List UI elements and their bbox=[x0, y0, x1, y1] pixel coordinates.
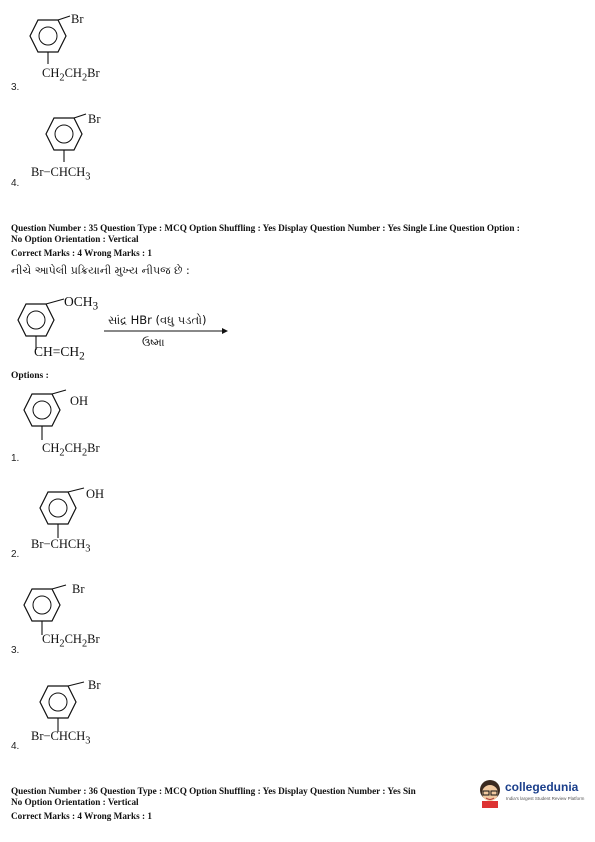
question-header: Question Number : 36 Question Type : MCQ Option Shuffling : Yes Display Question Number : Yes Sin bbox=[11, 786, 416, 796]
side-chain-label: $Br-CHCH_3$ bbox=[31, 729, 91, 747]
reactant-substituent: $OCH_3$ bbox=[64, 294, 99, 313]
substituent-label: Br bbox=[72, 582, 85, 596]
option-number: 1. bbox=[11, 453, 20, 464]
option-number: 3. bbox=[11, 82, 20, 93]
brand-name: collegedunia bbox=[505, 780, 579, 794]
option-number: 3. bbox=[11, 645, 20, 656]
reactant-side-chain: $CH=CH_2$ bbox=[34, 344, 85, 363]
option-number: 2. bbox=[11, 549, 20, 560]
substituent-label: OH bbox=[86, 487, 105, 501]
reaction-arrow-icon bbox=[104, 326, 228, 336]
collegedunia-logo bbox=[476, 776, 586, 810]
question-header: Question Number : 35 Question Type : MCQ Option Shuffling : Yes Display Question Number : Yes Single Line Question Option : bbox=[11, 223, 520, 233]
side-chain-label: $CH_2CH_2Br$ bbox=[42, 632, 100, 650]
benzene-ring-icon bbox=[38, 112, 94, 164]
side-chain-label: $Br-CHCH_3$ bbox=[31, 165, 91, 183]
side-chain-label: $Br-CHCH_3$ bbox=[31, 537, 91, 555]
mascot-icon bbox=[476, 778, 504, 808]
option-number: 4. bbox=[11, 178, 20, 189]
options-label: Options : bbox=[11, 371, 49, 381]
side-chain-label: $CH_2CH_2Br$ bbox=[42, 441, 100, 459]
question-marks: Correct Marks : 4 Wrong Marks : 1 bbox=[11, 248, 152, 258]
substituent-label: OH bbox=[70, 394, 89, 408]
question-header-line2: No Option Orientation : Vertical bbox=[11, 234, 139, 244]
substituent-label: Br bbox=[88, 112, 101, 126]
benzene-ring-icon bbox=[22, 14, 78, 66]
brand-tagline: India's largest Student Review Platform bbox=[506, 796, 585, 801]
benzene-ring-icon bbox=[22, 583, 78, 637]
question-header-line2: No Option Orientation : Vertical bbox=[11, 797, 139, 807]
question-marks: Correct Marks : 4 Wrong Marks : 1 bbox=[11, 811, 152, 821]
substituent-label: Br bbox=[71, 12, 84, 26]
reagent-below: ઉષ્મા bbox=[142, 336, 165, 349]
side-chain-label: $CH_2CH_2Br$ bbox=[42, 66, 100, 84]
question-text: નીચે આપેલી પ્રક્રિયાની મુખ્ય નીપજ છે : bbox=[11, 264, 190, 277]
reagent-above: સાંદ્ર HBr (વધુ પડતો) bbox=[108, 313, 207, 327]
substituent-label: Br bbox=[88, 678, 101, 692]
option-number: 4. bbox=[11, 741, 20, 752]
